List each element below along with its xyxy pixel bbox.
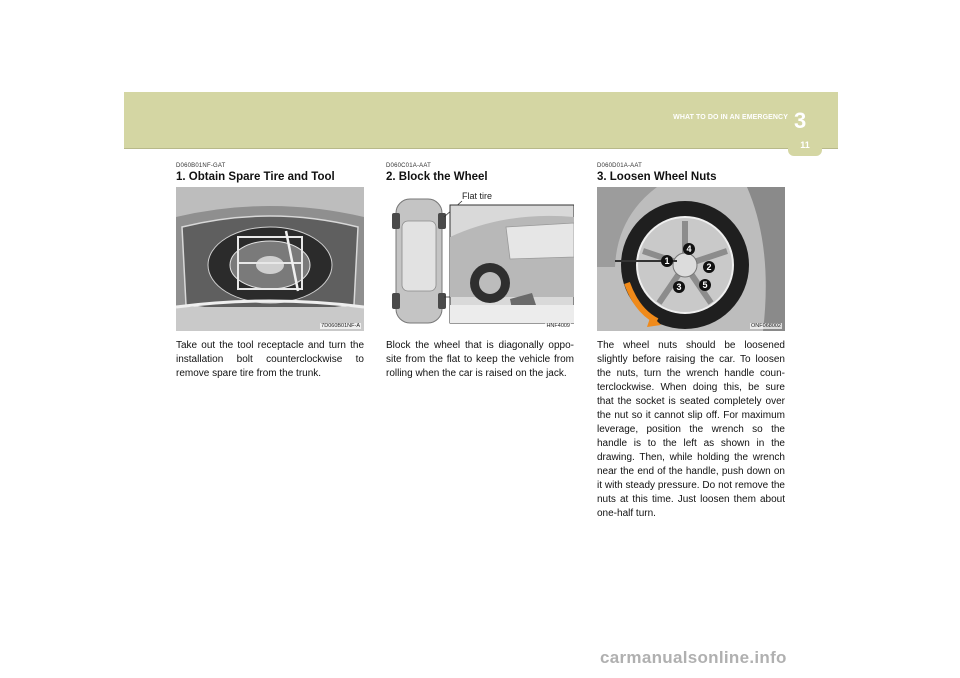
block-wheel-illustration — [386, 187, 574, 331]
chapter-number: 3 — [794, 108, 807, 133]
section-code: D060D01A-AAT — [597, 163, 642, 169]
section-loosen-nuts — [597, 163, 785, 521]
block-wheel-figure — [386, 187, 574, 331]
section-block-wheel — [386, 163, 574, 381]
spare-tire-illustration — [176, 187, 364, 331]
nut-label-2: 2 — [703, 257, 715, 275]
figure-code: HNF4009 — [546, 323, 570, 329]
nut-label-4: 4 — [683, 239, 695, 257]
page-number: 11 — [800, 140, 810, 150]
nut-label-5: 5 — [699, 275, 711, 293]
figure-code: ONF068002 — [751, 323, 781, 329]
header-divider — [124, 148, 838, 149]
section-code: D060C01A-AAT — [386, 163, 431, 169]
section-body: Take out the tool receptacle and turn the installation bolt counterclockwise to remove spare tire from the trunk. — [176, 340, 364, 379]
section-body: Block the wheel that is diagonally oppo-site from the flat to keep the vehicle from rolling when the car is raised on the jack. — [386, 340, 574, 379]
chapter-title: WHAT TO DO IN AN EMERGENCY — [673, 114, 788, 121]
section-heading: 3. Loosen Wheel Nuts — [597, 171, 717, 183]
watermark: carmanualsonline.info — [600, 648, 787, 667]
wheel-nuts-illustration — [597, 187, 785, 331]
flat-tire-label: Flat tire — [462, 191, 493, 201]
spare-tire-figure — [176, 187, 364, 331]
figure-code: 7D060B01NF-A — [321, 323, 360, 329]
nut-label-1: 1 — [661, 251, 673, 269]
nut-label-3: 3 — [673, 277, 685, 295]
section-heading: 2. Block the Wheel — [386, 171, 488, 183]
section-body: The wheel nuts should be loosened slightly before raising the car. To loosen the nuts, turn the wrench handle coun-terclockwise. When doing this, be sure that the socket is seated completely over the nut so it cannot slip off. For maximum leverage, position the wrench so the handle is to the left as shown in the drawing. Then, while holding the wrench near the end of the handle, push down on it with steady pressure. Do not remove the nuts at this time. Just loosen them about one-half turn. — [597, 340, 785, 519]
wheel-nuts-figure — [597, 187, 785, 331]
section-code: D060B01NF-GAT — [176, 163, 226, 169]
section-heading: 1. Obtain Spare Tire and Tool — [176, 171, 335, 183]
section-spare-tire — [176, 163, 364, 381]
